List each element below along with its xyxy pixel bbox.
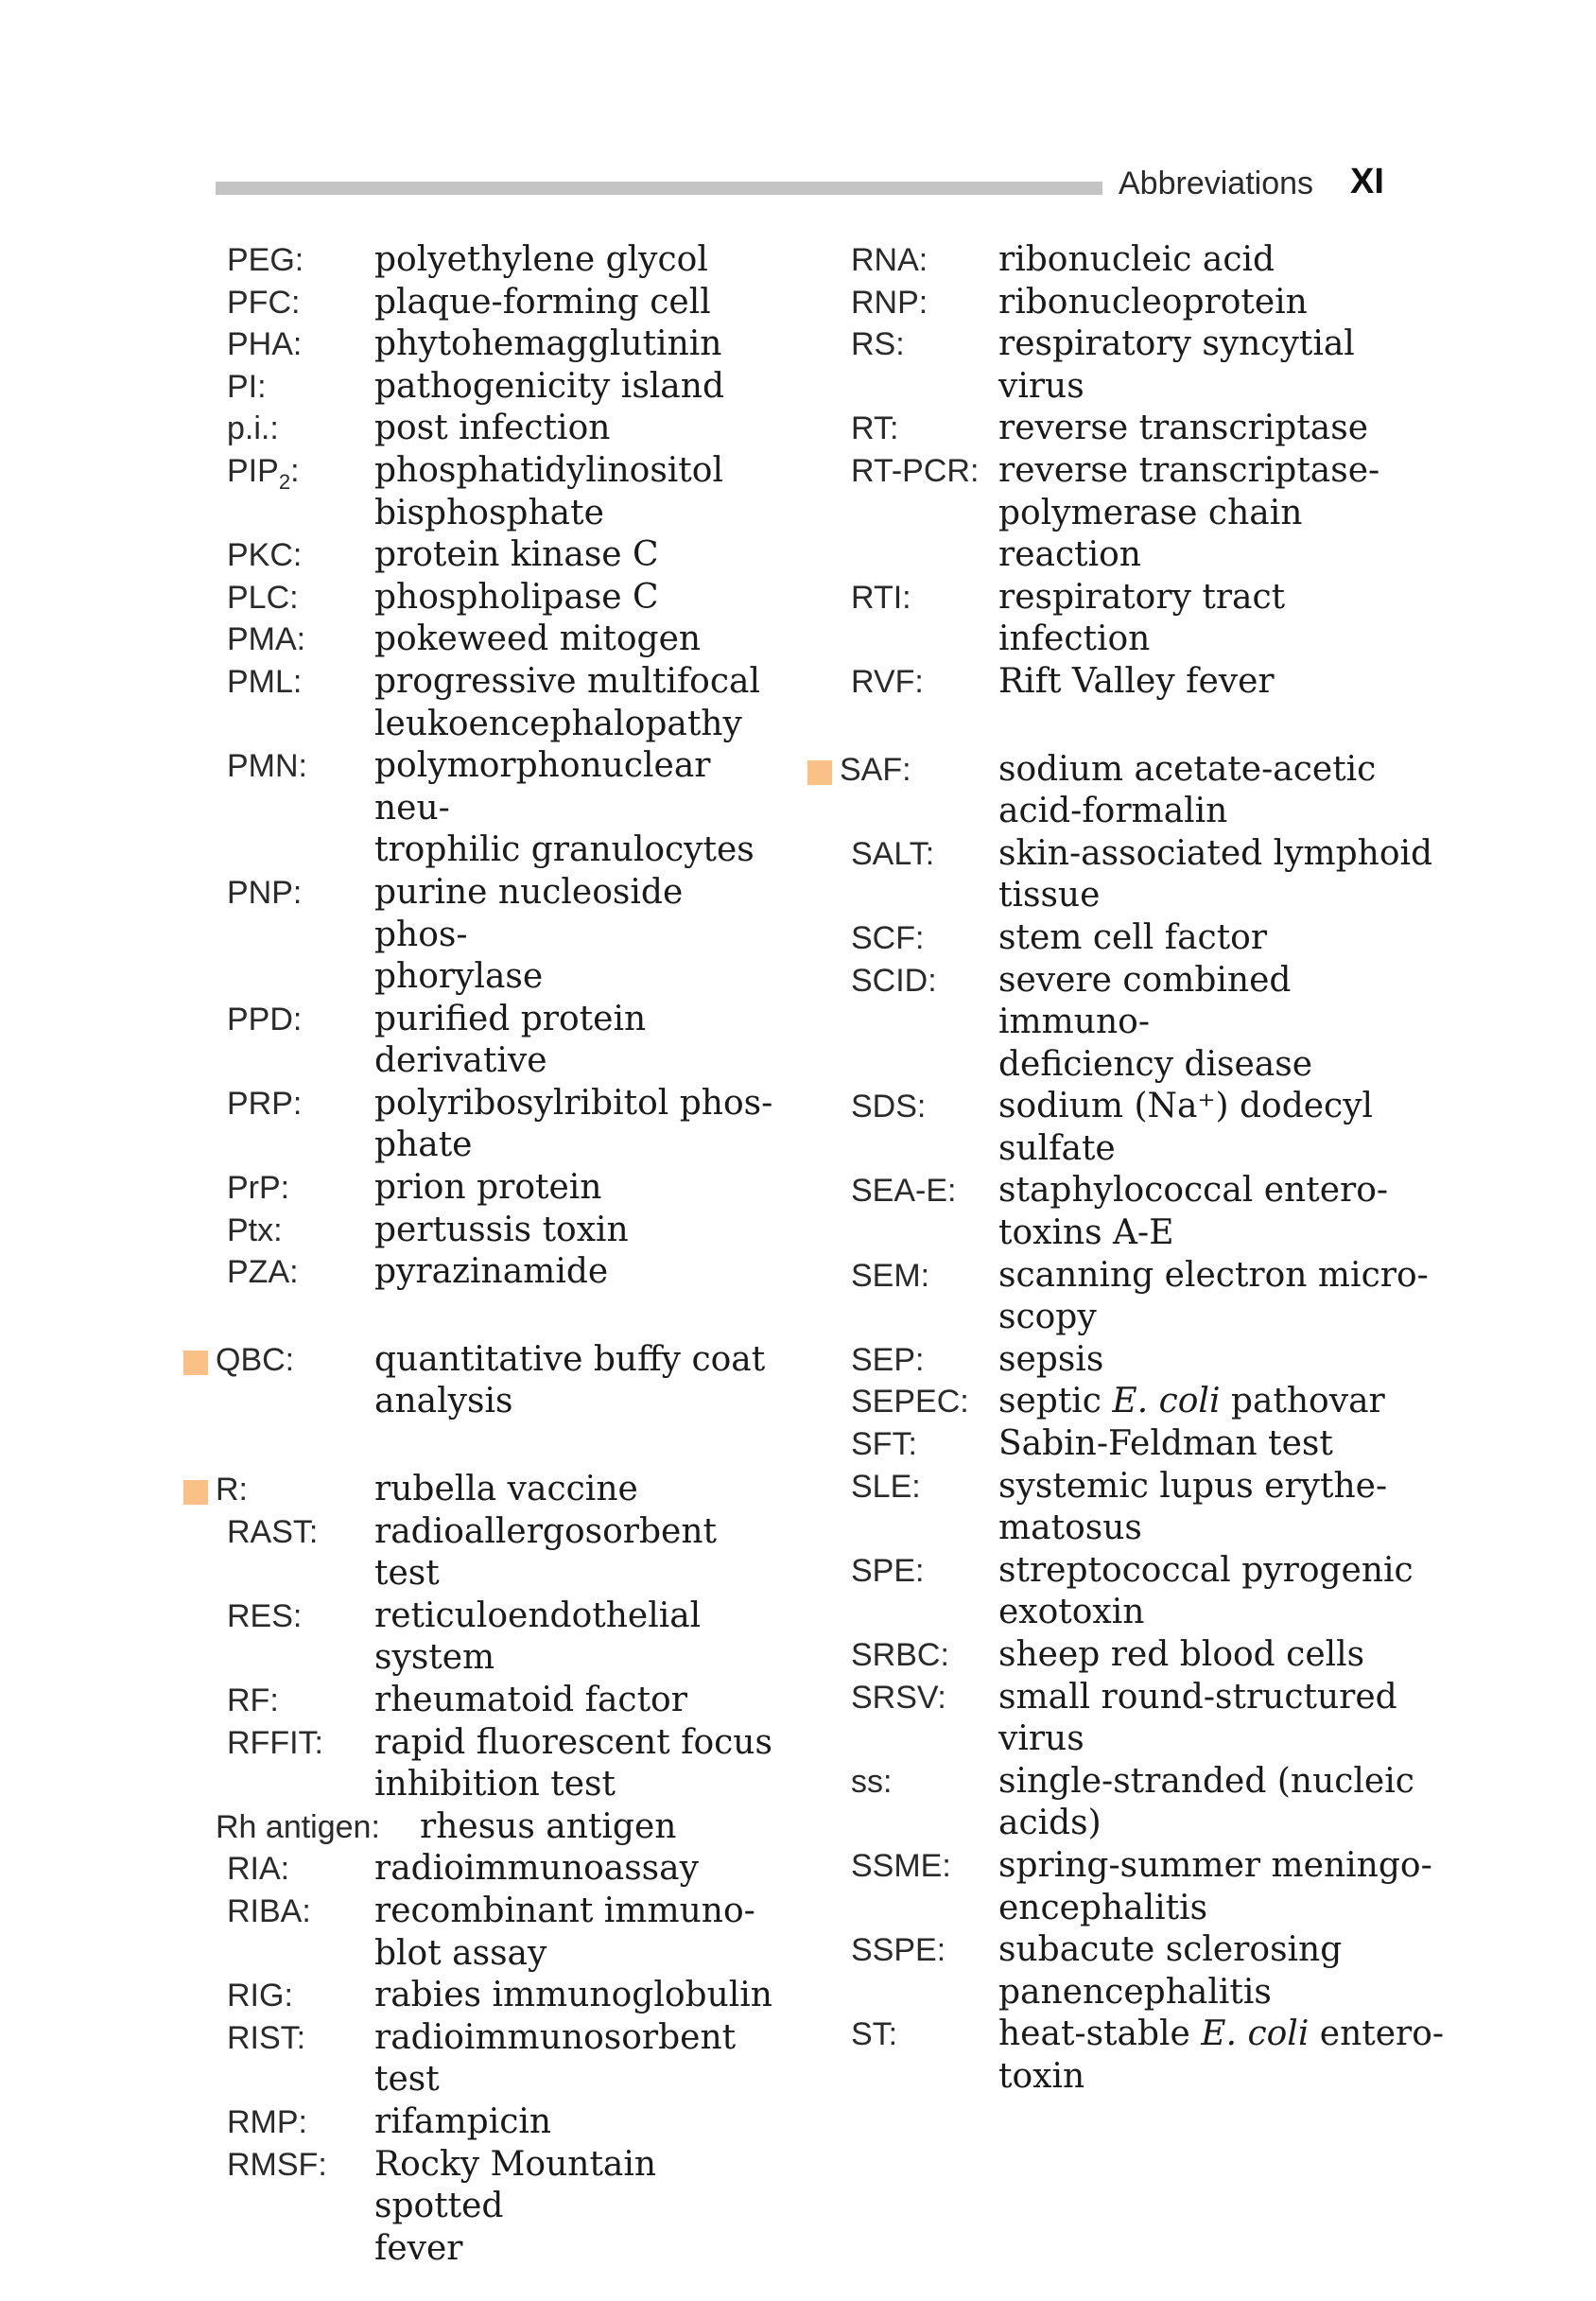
glossary-definition: streptococcal pyrogenic [998,1550,1414,1590]
glossary-definition: Sabin-Feldman test [998,1424,1333,1464]
glossary-term: PMN: [227,748,307,785]
glossary-term: ss: [851,1763,893,1800]
glossary-definition: panencephalitis [998,1972,1272,2012]
glossary-definition: encephalitis [998,1888,1208,1927]
glossary-term: Ptx: [227,1212,283,1248]
glossary-entry [180,2101,785,2144]
glossary-definition: quantitative buffy coat [374,1339,766,1379]
header-rule [216,182,1102,195]
glossary-term: SRSV: [851,1679,946,1716]
glossary-entry [180,1083,785,1167]
glossary-term: PZA: [227,1254,299,1291]
glossary-definition: rapid fluorescent focus [374,1722,772,1762]
glossary-term: PNP: [227,874,303,911]
glossary-entry [804,2013,1447,2098]
glossary-entry [180,2017,785,2101]
glossary-term: SDS: [851,1089,927,1125]
glossary-entry [804,1634,1447,1677]
glossary-term: PMA: [227,621,306,658]
glossary-entry [804,1423,1447,1466]
glossary-entry [180,1891,785,1975]
glossary-definition: reverse transcriptase [998,409,1369,448]
glossary-entry [804,749,1447,833]
glossary-term: PRP: [227,1085,303,1122]
page-header [0,163,1596,210]
glossary-term: RES: [227,1597,303,1634]
glossary-definition: systemic lupus erythe- [998,1466,1388,1506]
glossary-definition: sheep red blood cells [998,1635,1365,1674]
glossary-entry [804,323,1447,408]
glossary-term: RIST: [227,2019,306,2056]
glossary-entry [804,960,1447,1087]
section-marker-icon [183,1351,208,1375]
glossary-definition: pertussis toxin [374,1210,629,1249]
glossary-entry [804,577,1447,661]
glossary-definition: leukoencephalopathy [374,704,742,743]
species-name: E. coli [1112,1382,1221,1421]
glossary-definition: reaction [998,535,1141,575]
glossary-definition: blot assay [374,1933,547,1973]
glossary-definition: sodium acetate-acetic [998,749,1377,789]
glossary-entry [804,1466,1447,1550]
glossary-term: PrP: [227,1170,290,1207]
glossary-entry [180,1848,785,1891]
glossary-entry [804,661,1447,704]
glossary-entry [804,282,1447,324]
glossary-definition: radioimmunoassay [374,1849,699,1889]
glossary-term: PKC: [227,537,303,574]
glossary-entry [804,1677,1447,1761]
glossary-term: RT: [851,410,899,447]
glossary-entry [180,282,785,324]
glossary-entry [180,366,785,409]
glossary-definition: respiratory syncytial [998,324,1355,364]
glossary-term: R: [216,1472,248,1508]
glossary-entry [180,1167,785,1210]
glossary-term: SEA-E: [851,1173,957,1210]
glossary-definition: reticuloendothelial [374,1595,702,1635]
glossary-definition: Rift Valley fever [998,661,1275,701]
glossary-entry [804,1550,1447,1634]
glossary-entry [180,1210,785,1252]
glossary-term: SSPE: [851,1932,946,1969]
term-subscript: 2 [278,469,291,494]
glossary-definition: post infection [374,409,611,448]
glossary-entry [804,1381,1447,1423]
glossary-term: RT-PCR: [851,452,980,489]
glossary-term: PFC: [227,284,301,321]
glossary-term: RMP: [227,2103,307,2140]
glossary-entry [180,1806,785,1849]
glossary-entry [804,917,1447,960]
glossary-definition: single-stranded (nucleic [998,1761,1414,1801]
glossary-entry [804,833,1447,917]
glossary-term: SRBC: [851,1637,949,1673]
glossary-definition: deficiency disease [998,1044,1313,1084]
glossary-term: RF: [227,1682,279,1718]
glossary-entry [180,1722,785,1806]
glossary-term: PLC: [227,579,299,616]
glossary-term: RFFIT: [227,1724,323,1761]
running-head-title: Abbreviations [1119,166,1314,201]
glossary-definition: septic E. coli pathovar [998,1382,1385,1421]
glossary-definition: rifampicin [374,2101,552,2141]
glossary-definition: scanning electron micro- [998,1255,1429,1295]
glossary-entry [180,408,785,450]
glossary-term: SLE: [851,1468,921,1505]
glossary-entry [804,1845,1447,1929]
glossary-definition: staphylococcal entero- [998,1171,1389,1211]
glossary-entry [180,1511,785,1595]
glossary-definition: virus [998,1719,1084,1759]
glossary-definition: acids) [998,1804,1102,1843]
glossary-term: SAF: [840,751,911,788]
glossary-term: RTI: [851,579,911,616]
glossary-term: SEPEC: [851,1384,969,1421]
glossary-definition: polyribosylribitol phos- [374,1083,773,1123]
glossary-term: RIBA: [227,1892,311,1929]
glossary-definition: pathogenicity island [374,366,725,406]
glossary-definition: severe combined immuno- [998,960,1292,1042]
glossary-definition: ribonucleoprotein [998,282,1308,322]
glossary-term: ST: [851,2016,898,2053]
glossary-definition: polymorphonuclear neu- [374,746,711,828]
glossary-entry [804,1170,1447,1254]
page-number: XI [1350,162,1384,201]
glossary-term: PPD: [227,1001,303,1037]
glossary-entry [180,450,785,534]
glossary-definition: matosus [998,1508,1142,1548]
glossary-definition: fever [374,2228,463,2268]
glossary-term: RNP: [851,284,928,321]
glossary-term: Rh antigen: [216,1808,380,1845]
glossary-definition: protein kinase C [374,535,659,575]
glossary-term: p.i.: [227,410,279,447]
glossary-definition: system [374,1638,495,1678]
glossary-term: SCID: [851,962,937,999]
glossary-entry [804,408,1447,450]
glossary-entry [180,323,785,366]
glossary-term: SCF: [851,919,925,956]
glossary-definition: phytohemagglutinin [374,324,722,364]
glossary-term: SSME: [851,1847,951,1884]
glossary-definition: plaque-forming cell [374,282,711,322]
glossary-entry [804,239,1447,282]
glossary-term: PEG: [227,242,304,278]
species-name: E. coli [1201,2014,1310,2054]
glossary-term: RIG: [227,1978,293,2014]
glossary-entry [180,1251,785,1294]
glossary-definition: rabies immunoglobulin [374,1976,772,2015]
glossary-term: RIA: [227,1851,290,1888]
glossary-definition: Rocky Mountain spotted [374,2144,657,2226]
glossary-term: SEP: [851,1341,925,1378]
glossary-entry [180,1975,785,2017]
glossary-definition: skin-associated lymphoid [998,833,1433,873]
glossary-definition: tissue [998,876,1101,915]
glossary-definition: phate [374,1125,473,1165]
right-column [804,239,1447,2099]
glossary-term: $PIP_2$: [227,452,300,494]
glossary-term: PML: [227,663,303,700]
glossary-definition: ribonucleic acid [998,240,1275,279]
glossary-definition: polyethylene glycol [374,240,708,279]
glossary-definition: purified protein derivative [374,999,647,1081]
section-marker-icon [183,1480,208,1505]
glossary-entry [180,2144,785,2271]
glossary-definition: subacute sclerosing [998,1930,1343,1970]
glossary-term: SFT: [851,1426,917,1463]
glossary-definition: exotoxin [998,1593,1145,1632]
glossary-definition: progressive multifocal [374,661,760,701]
glossary-definition: pyrazinamide [374,1252,609,1292]
glossary-entry [180,1680,785,1722]
glossary-term: RAST: [227,1513,319,1550]
glossary-entry [180,1469,785,1511]
glossary-term: QBC: [216,1341,295,1378]
glossary-term: RS: [851,326,905,363]
glossary-definition: sulfate [998,1128,1116,1168]
glossary-term: SEM: [851,1257,930,1294]
glossary-term: RMSF: [227,2146,327,2183]
glossary-entry [804,1086,1447,1170]
glossary-term: PHA: [227,326,303,363]
glossary-entry [180,239,785,282]
glossary-entry [180,577,785,619]
glossary-definition: reverse transcriptase- [998,450,1380,490]
glossary-definition: scopy [998,1298,1097,1337]
glossary-entry [180,1339,785,1423]
glossary-entry [804,450,1447,577]
glossary-definition: pokeweed mitogen [374,619,702,659]
glossary-definition: phosphatidylinositol [374,450,723,490]
glossary-entry [804,1929,1447,2013]
glossary-definition: rhesus antigen [420,1806,677,1846]
glossary-term: SPE: [851,1552,925,1589]
glossary-entry [180,619,785,661]
glossary-definition: phospholipase C [374,577,659,617]
glossary-entry [804,1339,1447,1382]
glossary-definition: small round-structured [998,1677,1397,1717]
glossary-definition: purine nucleoside phos- [374,872,684,954]
glossary-term: RNA: [851,242,928,278]
glossary-entry [180,1595,785,1680]
glossary-definition: radioimmunosorbent [374,2017,737,2057]
glossary-definition: toxins A-E [998,1213,1174,1253]
glossary-definition: acid-formalin [998,792,1228,831]
glossary-definition: rubella vaccine [374,1470,638,1509]
glossary-entry [804,1255,1447,1339]
glossary-definition: inhibition test [374,1765,616,1804]
glossary-definition: sodium (Na⁺) dodecyl [998,1087,1374,1126]
left-column [180,239,785,2270]
glossary-definition: radioallergosorbent test [374,1511,717,1594]
glossary-definition: respiratory tract infection [998,577,1286,659]
glossary-definition: toxin [998,2056,1085,2096]
glossary-entry [180,999,785,1083]
glossary-definition: polymerase chain [998,493,1303,532]
glossary-definition: recombinant immuno- [374,1891,755,1930]
glossary-entry [804,1761,1447,1845]
glossary-entry [180,661,785,745]
glossary-definition: heat-stable E. coli entero- [998,2014,1445,2054]
glossary-term: PI: [227,368,267,405]
glossary-definition: analysis [374,1382,513,1421]
glossary-term: RVF: [851,663,924,700]
glossary-definition: phorylase [374,957,544,997]
glossary-entry [180,534,785,577]
glossary-definition: spring-summer meningo- [998,1845,1432,1885]
glossary-definition: trophilic granulocytes [374,830,755,870]
glossary-term: SALT: [851,835,935,872]
glossary-definition: stem cell factor [998,917,1268,957]
glossary-entry [180,745,785,872]
glossary-definition: virus [998,366,1084,406]
section-marker-icon [807,760,832,785]
glossary-definition: rheumatoid factor [374,1681,687,1719]
glossary-definition: test [374,2060,440,2100]
glossary-definition: sepsis [998,1339,1104,1379]
glossary-definition: prion protein [374,1168,602,1208]
glossary-definition: bisphosphate [374,493,604,532]
glossary-entry [180,872,785,999]
